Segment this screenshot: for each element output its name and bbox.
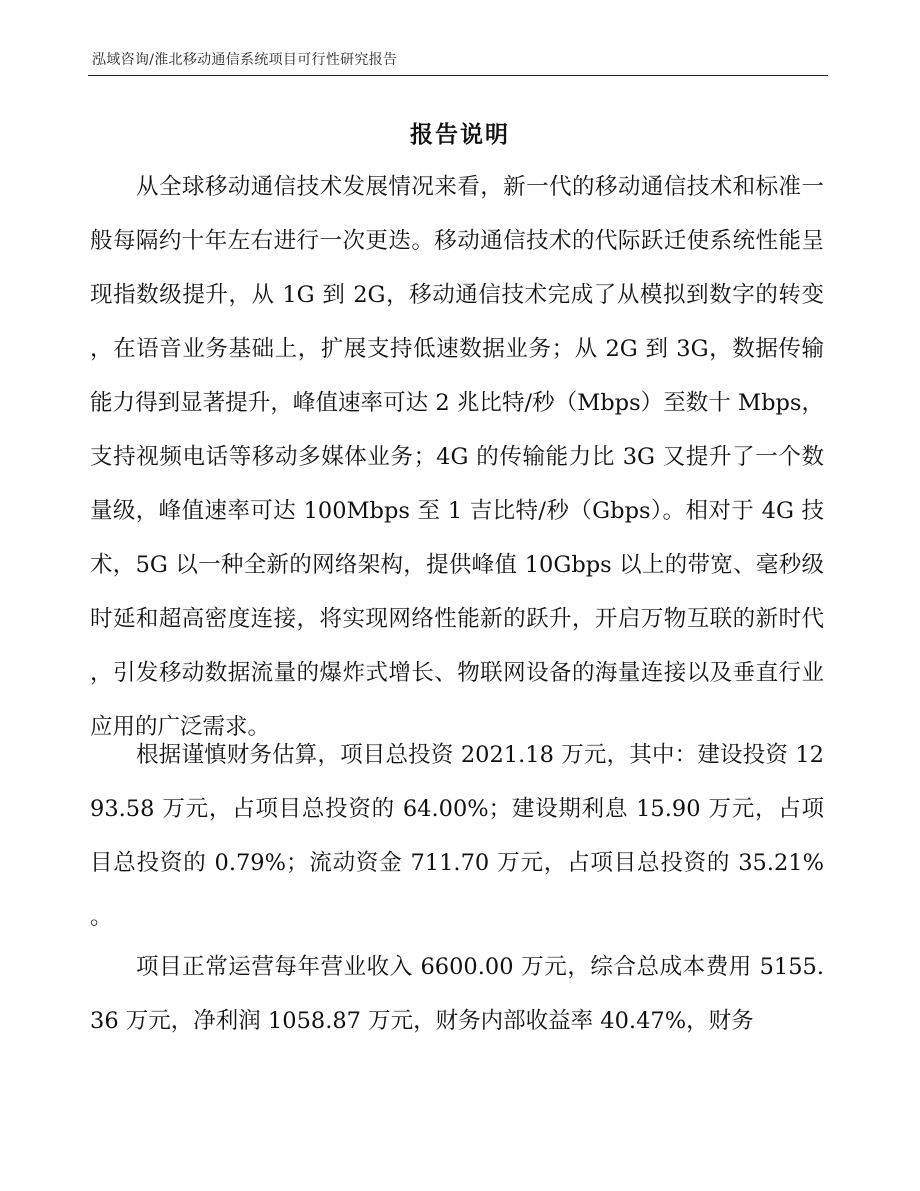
paragraph-operations: 项目正常运营每年营业收入 6600.00 万元，综合总成本费用 5155.36 万元，净利润 1058.87 万元，财务内部收益率 40.47%，财务 [90, 954, 824, 1034]
section-title: 报告说明 [410, 121, 510, 148]
header-divider [88, 75, 828, 76]
paragraph-investment: 根据谨慎财务估算，项目总投资 2021.18 万元，其中：建设投资 1293.58 万元，占项目总投资的 64.00%；建设期利息 15.90 万元，占项目总投资的 0.79%；流动资金 711.70 万元，占项目总投资的 35.21%。 [90, 742, 824, 930]
paragraph-overview: 从全球移动通信技术发展情况来看，新一代的移动通信技术和标准一般每隔约十年左右进行一次更迭。移动通信技术的代际跃迁使系统性能呈现指数级提升，从 1G 到 2G，移动通信技术完成了从模拟到数字的转变，在语音业务基础上，扩展支持低速数据业务；从 2G 到 3G，数据传输能力得到显著提升，峰值速率可达 2 兆比特/秒（Mbps）至数十 Mbps，支持视频电话等移动多媒体业务；4G 的传输能力比 3G 又提升了一个数量级，峰值速率可达 100Mbps 至 1 吉比特/秒（Gbps）。相对于 4G 技术，5G 以一种全新的网络架构，提供峰值 10Gbps 以上的带宽、毫秒级时延和超高密度连接，将实现网络性能新的跃升，开启万物互联的新时代，引发移动数据流量的爆炸式增长、物联网设备的海量连接以及垂直行业应用的广泛需求。 [90, 174, 824, 740]
running-header: 泓域咨询/淮北移动通信系统项目可行性研究报告 [92, 52, 398, 68]
